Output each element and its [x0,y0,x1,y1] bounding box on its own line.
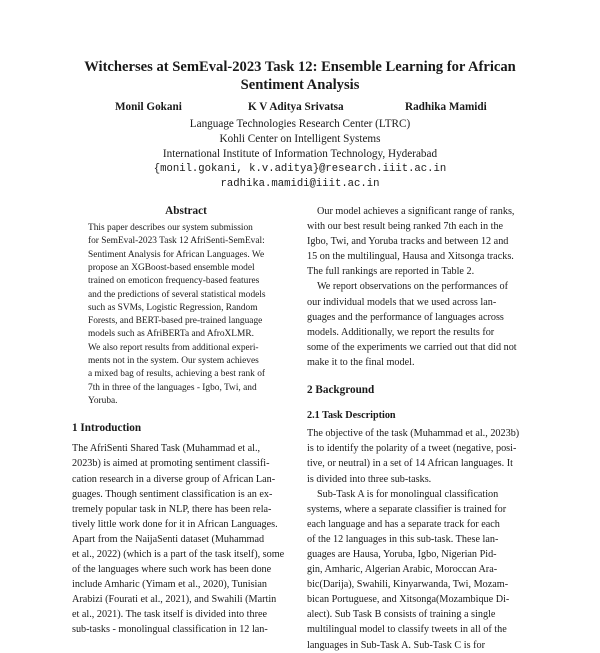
title-line: Sentiment Analysis [240,77,360,93]
abstract-line: for SemEval-2023 Task 12 AfriSenti-SemEval: [88,236,265,247]
body-line: our individual models that we used across lan- [307,296,497,308]
body-line: of the 12 languages in this sub-task. These lan- [307,533,499,545]
body-line: The full rankings are reported in Table 2. [307,266,475,278]
body-line: is divided into three sub-tasks. [307,473,432,485]
body-line: Sub-Task A is for monolingual classification [317,488,499,500]
author-name: Monil Gokani [115,101,182,113]
intro-line: guages. Though sentiment classification is an ex- [72,488,273,500]
intro-line: et al., 2021). The task itself is divided into three [72,609,268,621]
body-line: systems, where a separate classifier is trained for [307,503,507,515]
email-line: {monil.gokani, k.v.aditya}@research.iiit.ac.in [153,163,447,175]
intro-line: sub-tasks - monolingual classification in 12 lan- [72,624,268,636]
body-line: guages are Hausa, Yoruba, Igbo, Nigerian Pid- [307,548,497,560]
body-line: Our model achieves a significant range of ranks, [317,206,515,217]
body-line: some of the experiments we carried out that did not [307,341,517,353]
intro-line: of the languages where such work has been done [72,564,272,576]
task-description-para2 [307,487,535,653]
abstract-line: models such as AfriBERTa and AfroXLMR. [88,329,254,340]
body-line: with our best result being ranked 7th each in the [307,221,504,233]
abstract-line: Yoruba. [88,395,118,406]
abstract-line: ments not in the system. Our system achieves [88,356,259,367]
intro-line: The AfriSenti Shared Task (Muhammad et al., [72,443,261,455]
left-column [72,204,300,638]
subsection-heading-task-description: 2.1 Task Description [307,410,396,422]
body-line: We report observations on the performances of [317,281,508,293]
intro-line: cation research in a diverse group of African Lan- [72,473,276,485]
abstract-line: 7th in three of the languages - Igbo, Twi, and [88,382,257,393]
affiliation-line: International Institute of Information Technology, Hyderabad [162,148,438,160]
body-line: tive, or neutral) in a set of 14 African languages. It [307,458,513,470]
intro-line: tively little work done for it in African Languages. [72,518,278,530]
paper-title [40,58,560,94]
body-line: languages in Sub-Task A. Sub-Task C is for [307,639,485,651]
intro-line: 2023b) is aimed at promoting sentiment classifi- [72,458,270,470]
abstract-line: Sentiment Analysis for African Languages. We [88,249,265,260]
intro-line: include Amharic (Yimam et al., 2020), Tunisian [72,579,267,591]
intro-line: Arabizi (Fourati et al., 2021), and Swahili (Martin [72,594,277,606]
body-line: multilingual model to classify tweets in all of the [307,624,507,636]
abstract-line: This paper describes our system submission [88,223,253,234]
body-line: 15 on the multilingual, Hausa and Xitsonga tracks. [307,251,514,263]
intro-continued-para2 [307,279,535,370]
body-line: alect). Sub Task B consists of training a single [307,609,496,621]
abstract-line: such as SVMs, Logistic Regression, Random [88,302,258,313]
body-line: models. Additionally, we report the results for [307,326,495,338]
affiliation-line: Kohli Center on Intelligent Systems [219,133,381,145]
right-column [307,204,535,653]
abstract-text [72,222,300,408]
intro-line: tremely popular task in NLP, there has been rela- [72,503,272,515]
abstract-line: and the predictions of several statistical models [88,289,266,300]
email-line: radhika.mamidi@iiit.ac.in [220,178,380,190]
introduction-text [72,441,300,637]
body-line: The objective of the task (Muhammad et al., 2023b) [307,428,520,440]
body-line: bic(Darija), Swahili, Kinyarwanda, Twi, Mozam- [307,579,509,591]
body-line: gin, Amharic, Algerian Arabic, Moroccan Ara- [307,564,498,576]
body-line: make it to the final model. [307,356,415,368]
abstract-line: Forests, and BERT-based pre-trained language [88,316,263,327]
body-line: Igbo, Twi, and Yoruba tracks and between 12 and [307,236,509,248]
abstract-line: We also report results from additional experi- [88,342,259,353]
body-line: each language and has a separate track for each [307,518,500,530]
body-line: is to identify the polarity of a tweet (negative, posi- [307,443,517,455]
author-name: Radhika Mamidi [405,101,487,113]
intro-continued-para1 [307,204,535,279]
abstract-heading: Abstract [165,205,207,217]
section-heading-introduction: 1 Introduction [72,422,142,435]
title-line: Witcherses at SemEval-2023 Task 12: Ensemble Learning for African [84,59,516,75]
author-name: K V Aditya Srivatsa [248,101,344,113]
abstract-line: a mixed bag of results, achieving a best rank of [88,369,266,380]
abstract-line: propose an XGBoost-based ensemble model [88,262,255,273]
body-line: bican Portuguese, and Xitsonga(Mozambique Di- [307,594,510,606]
abstract-line: trained on emoticon frequency-based features [88,276,260,287]
task-description-para1 [307,426,535,486]
section-heading-background: 2 Background [307,384,375,397]
body-line: guages and the performance of languages across [307,311,504,323]
intro-line: Apart from the NaijaSenti dataset (Muhammad [72,533,265,545]
intro-line: et al., 2022) (which is a part of the task itself), some [72,549,285,560]
affiliation-block [60,117,540,192]
affiliation-line: Language Technologies Research Center (LTRC) [189,118,411,130]
